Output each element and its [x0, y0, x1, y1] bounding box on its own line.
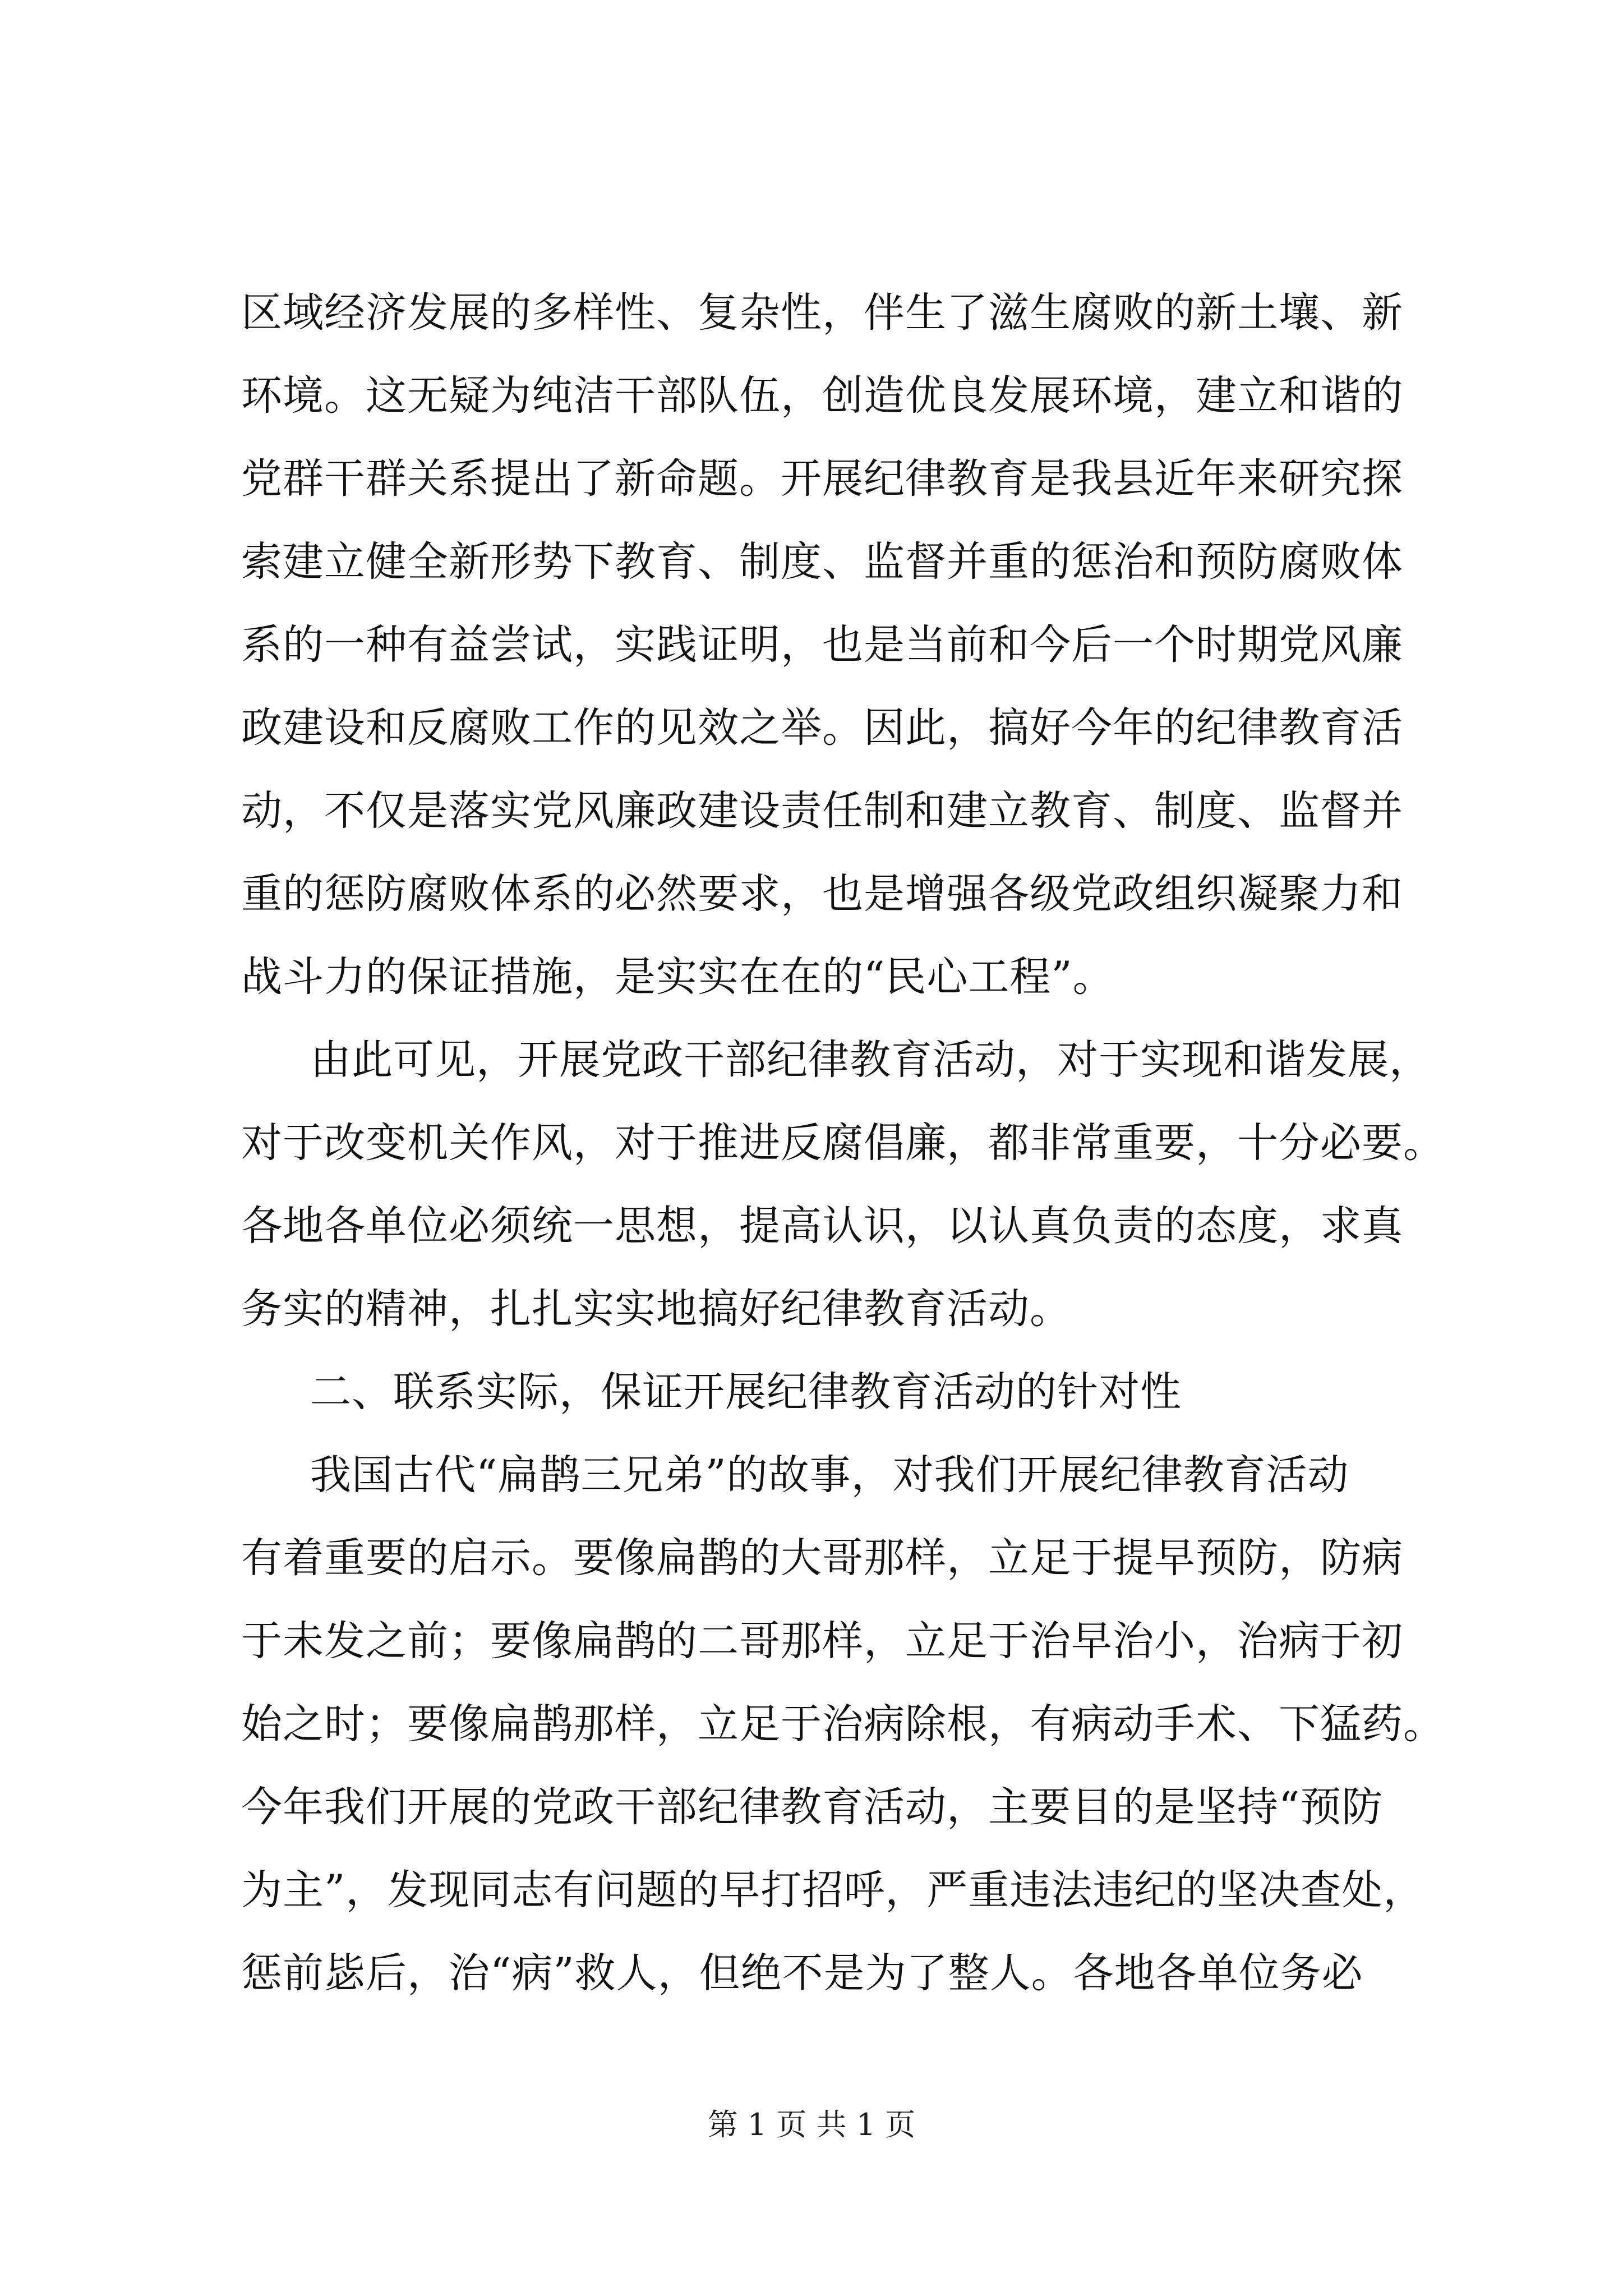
text-line: 为主”，发现同志有问题的早打招呼，严重违法违纪的坚决查处， — [241, 1866, 1425, 1914]
text-line: 我国古代“扁鹊三兄弟”的故事，对我们开展纪律教育活动 — [310, 1451, 1349, 1499]
text-line: 各地各单位必须统一思想，提高认识，以认真负责的态度，求真 — [241, 1202, 1403, 1250]
text-line: 重的惩防腐败体系的必然要求，也是增强各级党政组织凝聚力和 — [241, 870, 1403, 918]
text-line: 于未发之前；要像扁鹊的二哥那样，立足于治早治小，治病于初 — [241, 1617, 1403, 1665]
text-line: 有着重要的启示。要像扁鹊的大哥那样，立足于提早预防，防病 — [241, 1534, 1403, 1582]
text-line: 对于改变机关作风，对于推进反腐倡廉，都非常重要，十分必要。 — [241, 1119, 1445, 1167]
section-heading: 二、联系实际，保证开展纪律教育活动的针对性 — [310, 1368, 1182, 1416]
text-line: 党群干群关系提出了新命题。开展纪律教育是我县近年来研究探 — [241, 455, 1403, 503]
text-line: 区域经济发展的多样性、复杂性，伴生了滋生腐败的新土壤、新 — [241, 289, 1403, 337]
text-line: 惩前毖后，治“病”救人，但绝不是为了整人。各地各单位务必 — [241, 1949, 1363, 1997]
text-line: 政建设和反腐败工作的见效之举。因此，搞好今年的纪律教育活 — [241, 704, 1403, 752]
text-line: 今年我们开展的党政干部纪律教育活动，主要目的是坚持“预防 — [241, 1783, 1384, 1831]
text-line: 索建立健全新形势下教育、制度、监督并重的惩治和预防腐败体 — [241, 538, 1403, 586]
text-line: 由此可见，开展党政干部纪律教育活动，对于实现和谐发展， — [310, 1036, 1431, 1084]
text-line: 战斗力的保证措施，是实实在在的“民心工程”。 — [241, 953, 1114, 1001]
text-line: 动，不仅是落实党风廉政建设责任制和建立教育、制度、监督并 — [241, 787, 1403, 835]
text-line: 环境。这无疑为纯洁干部队伍，创造优良发展环境，建立和谐的 — [241, 372, 1403, 420]
text-line: 始之时；要像扁鹊那样，立足于治病除根，有病动手术、下猛药。 — [241, 1700, 1445, 1748]
text-line: 务实的精神，扎扎实实地搞好纪律教育活动。 — [241, 1285, 1071, 1333]
page-number: 第 1 页 共 1 页 — [707, 2107, 916, 2142]
text-line: 系的一种有益尝试，实践证明，也是当前和今后一个时期党风廉 — [241, 621, 1403, 669]
